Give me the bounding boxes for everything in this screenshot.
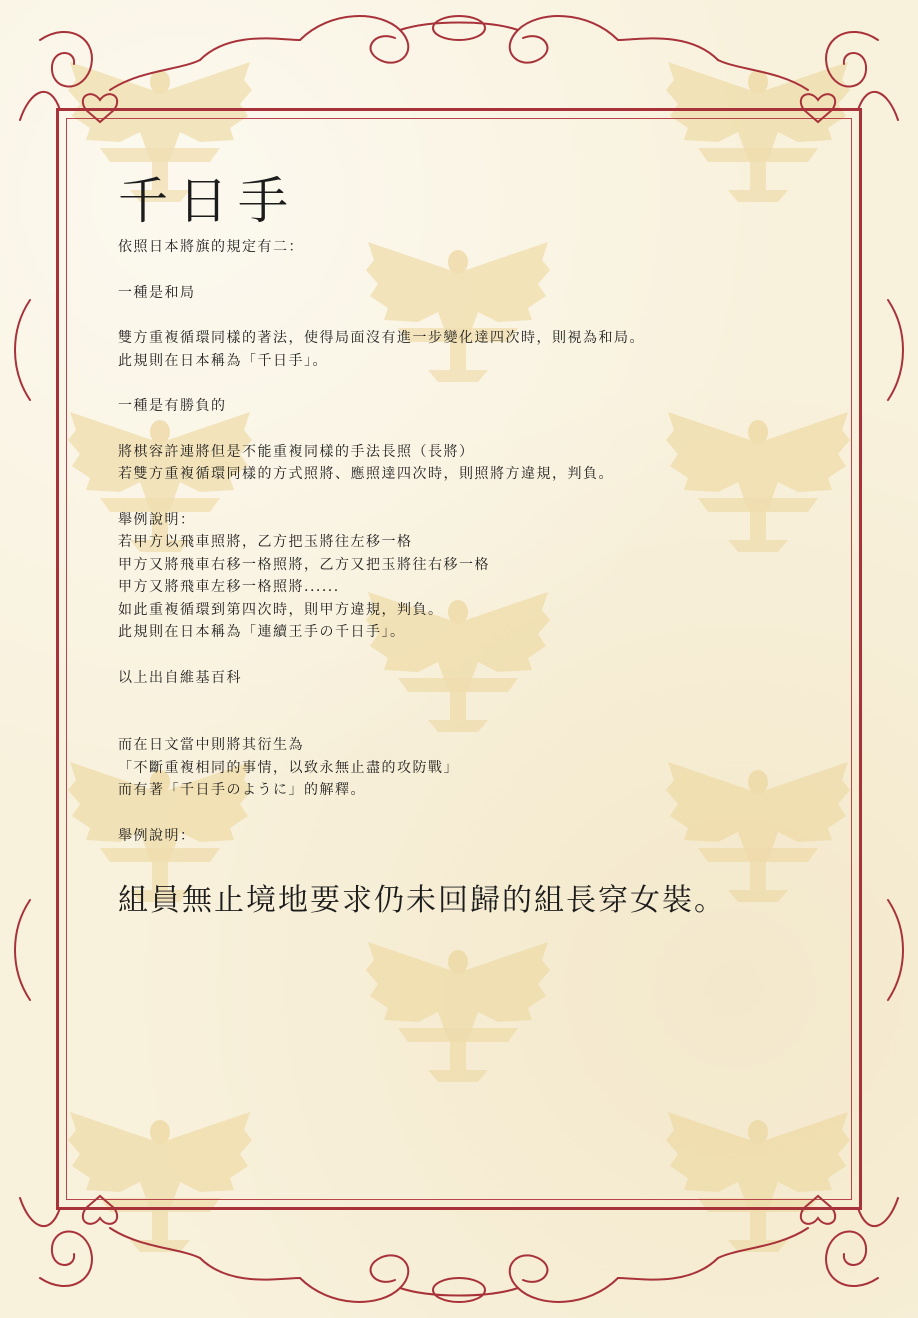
intro-line: 依照日本將旗的規定有二：: [118, 239, 304, 255]
document-body: [118, 170, 818, 921]
example-line: 甲方又將飛車右移一格照將，乙方又把玉將往右移一格: [118, 556, 490, 573]
derived-line: 而在日文當中則將其衍生為: [118, 737, 304, 753]
case-win-heading: 一種是有勝負的: [118, 398, 227, 414]
example2-heading: 舉例說明：: [118, 827, 196, 844]
example-line: 如此重複循環到第四次時，則甲方違規，判負。: [118, 601, 444, 618]
case-draw-heading: 一種是和局: [118, 284, 196, 301]
example-heading: 舉例說明：: [118, 511, 196, 528]
intro-text: [118, 236, 818, 259]
case-win-line: 若雙方重複循環同樣的方式照將、應照達四次時，則照將方違規，判負。: [118, 466, 614, 482]
case-win-body: [118, 441, 818, 486]
derived-line: 「不斷重複相同的事情，以致永無止盡的攻防戰」: [118, 759, 459, 776]
case-draw-line: 雙方重複循環同樣的著法，使得局面沒有進一步變化達四次時，則視為和局。: [118, 330, 645, 346]
punchline-text: 組員無止境地要求仍未回歸的組長穿女裝。: [118, 883, 726, 918]
example-line: 若甲方以飛車照將，乙方把玉將往左移一格: [118, 534, 413, 550]
example-line: 此規則在日本稱為「連續王手の千日手」。: [118, 624, 406, 640]
case-draw-section: [118, 282, 818, 305]
case-win-section: [118, 395, 818, 418]
case-win-line: 將棋容許連將但是不能重複同樣的手法長照（長將）: [118, 443, 475, 460]
example2-section: [118, 825, 818, 848]
source-line: 以上出自維基百科: [118, 669, 242, 686]
case-draw-body: [118, 327, 818, 372]
derived-meaning-section: [118, 734, 818, 802]
case-draw-line: 此規則在日本稱為「千日手」。: [118, 352, 328, 369]
page-title: 千日手: [118, 172, 298, 230]
example-section: [118, 509, 818, 644]
example-line: 甲方又將飛車左移一格照將......: [118, 579, 340, 595]
derived-line: 而有著「千日手のように」的解釋。: [118, 782, 366, 798]
source-note: [118, 667, 818, 690]
